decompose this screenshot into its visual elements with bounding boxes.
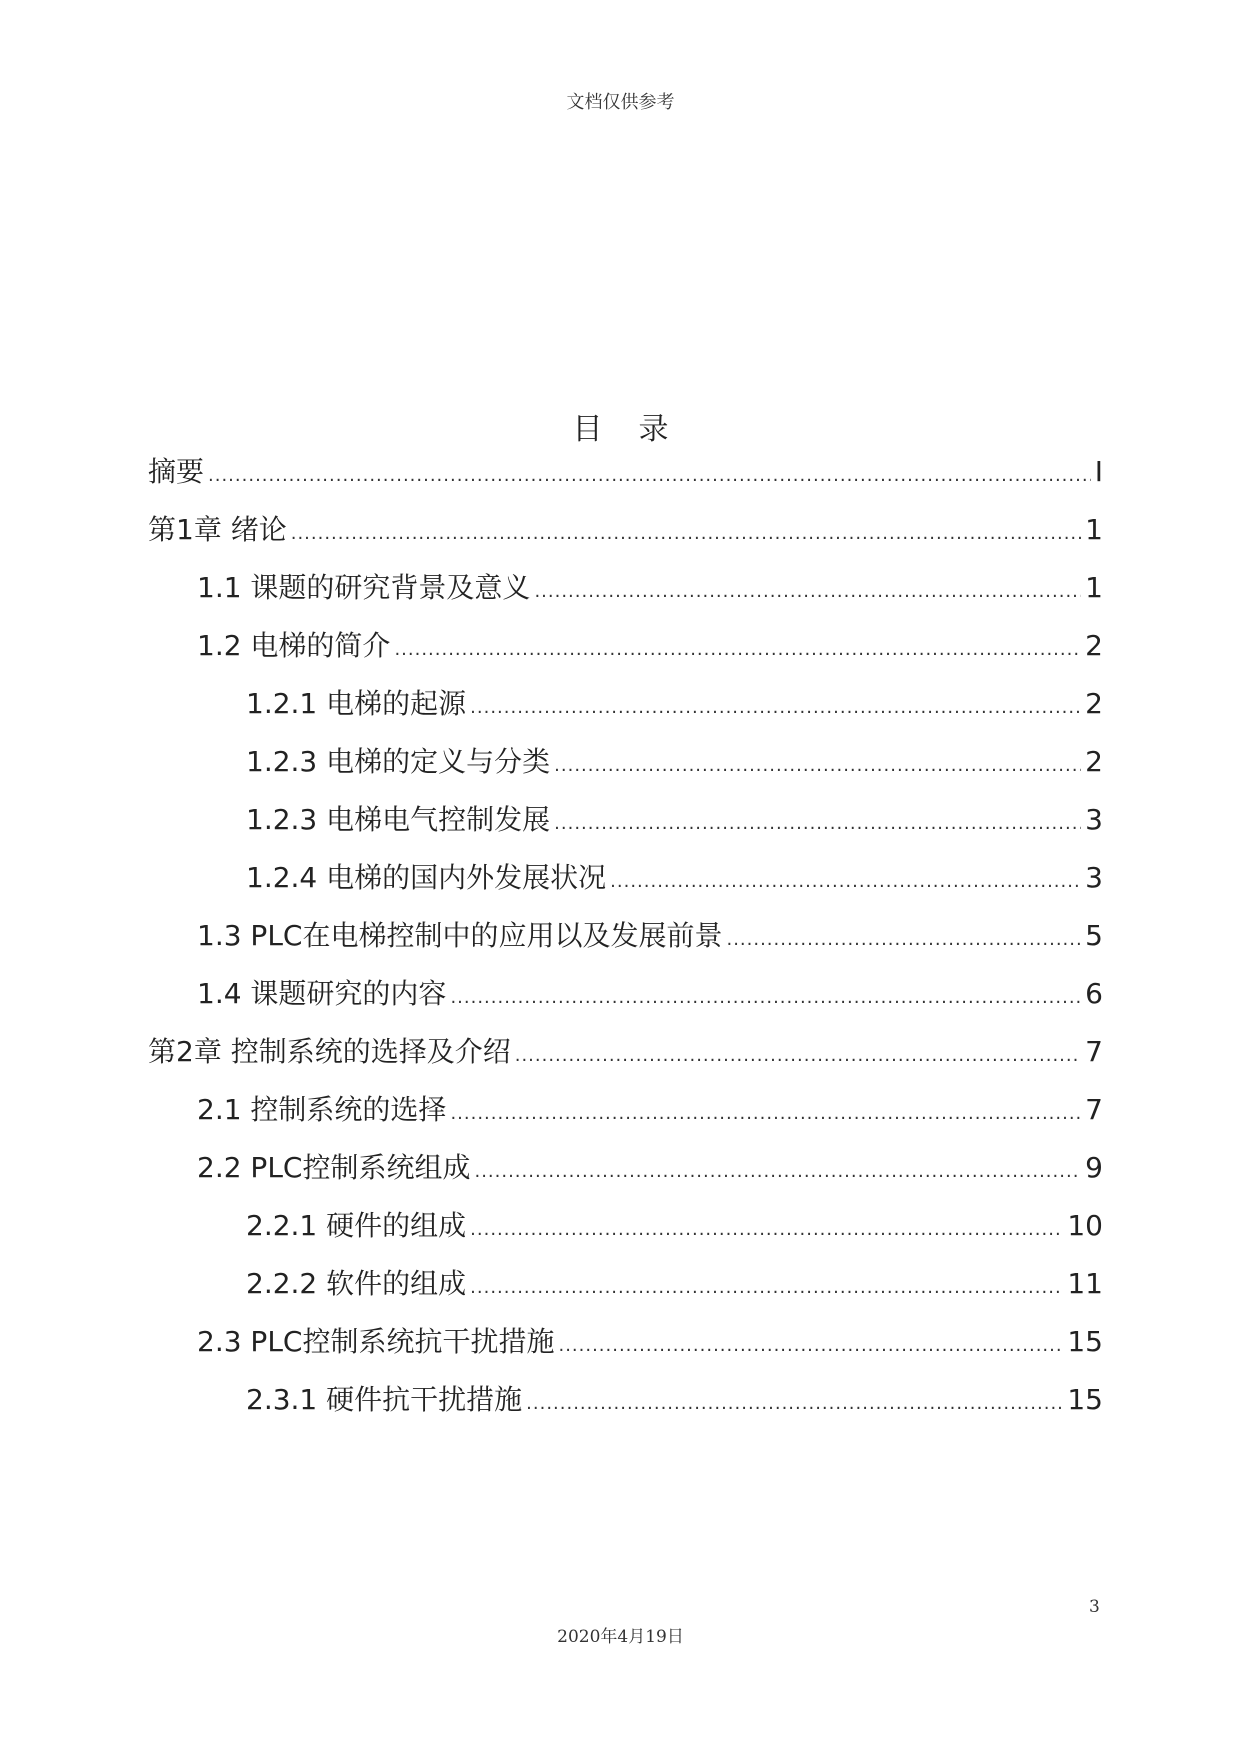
toc-dot-leader	[554, 804, 1081, 844]
toc-entry-label: 摘要	[148, 455, 205, 488]
toc-dot-leader	[726, 920, 1081, 960]
toc-entry-page: 2	[1085, 687, 1103, 720]
toc-dot-leader	[534, 572, 1081, 612]
toc-entry-label: 2.3 PLC控制系统抗干扰措施	[197, 1325, 555, 1358]
toc-entry[interactable]	[197, 626, 1103, 666]
toc-entry-label: 1.2 电梯的简介	[197, 629, 391, 662]
toc-entry-page: 1	[1085, 513, 1103, 546]
toc-entry-page: 2	[1085, 629, 1103, 662]
toc-entry[interactable]	[197, 568, 1103, 608]
toc-entry-page: 10	[1067, 1209, 1103, 1242]
toc-entry-label: 2.3.1 硬件抗干扰措施	[246, 1383, 523, 1416]
toc-entry[interactable]	[197, 916, 1103, 956]
toc-title: 目录	[572, 412, 705, 447]
toc-entry[interactable]	[148, 452, 1103, 492]
toc-entry[interactable]	[246, 1380, 1103, 1420]
page-header: 文档仅供参考	[566, 92, 675, 113]
toc-dot-leader	[450, 1094, 1081, 1134]
toc-entry-label: 2.2.2 软件的组成	[246, 1267, 467, 1300]
toc-entry-page: 3	[1085, 803, 1103, 836]
toc-entry[interactable]	[246, 858, 1103, 898]
toc-entry[interactable]	[246, 1264, 1103, 1304]
toc-dot-leader	[526, 1384, 1063, 1424]
toc-dot-leader	[515, 1036, 1081, 1076]
toc-entry-label: 1.2.3 电梯的定义与分类	[246, 745, 551, 778]
toc-entry-page: 15	[1067, 1383, 1103, 1416]
toc-entry[interactable]	[197, 1148, 1103, 1188]
toc-entry[interactable]	[246, 800, 1103, 840]
toc-entry-page: 9	[1085, 1151, 1103, 1184]
toc-dot-leader	[554, 746, 1081, 786]
toc-entry[interactable]	[197, 974, 1103, 1014]
toc-dot-leader	[470, 688, 1081, 728]
toc-entry-page: 11	[1067, 1267, 1103, 1300]
page-footer-date: 2020年4月19日	[557, 1627, 684, 1647]
toc-entry-label: 1.2.1 电梯的起源	[246, 687, 467, 720]
toc-entry-label: 2.2.1 硬件的组成	[246, 1209, 467, 1242]
toc-entry-label: 第2章 控制系统的选择及介绍	[148, 1035, 511, 1068]
toc-entry-page: 5	[1085, 919, 1103, 952]
toc-dot-leader	[558, 1326, 1063, 1366]
toc-entry-label: 第1章 绪论	[148, 513, 287, 546]
toc-entry[interactable]	[246, 742, 1103, 782]
toc-entry[interactable]	[197, 1090, 1103, 1130]
toc-entry-label: 2.2 PLC控制系统组成	[197, 1151, 471, 1184]
toc-entry-page: 3	[1085, 861, 1103, 894]
toc-entry-label: 1.2.4 电梯的国内外发展状况	[246, 861, 607, 894]
toc-entry-page: 2	[1085, 745, 1103, 778]
toc-dot-leader	[470, 1268, 1063, 1308]
page-number: 3	[1089, 1597, 1100, 1617]
toc-entry-page: 7	[1085, 1035, 1103, 1068]
toc-entry[interactable]	[148, 1032, 1103, 1072]
toc-dot-leader	[394, 630, 1081, 670]
toc-entry-label: 1.2.3 电梯电气控制发展	[246, 803, 551, 836]
toc-entry-label: 2.1 控制系统的选择	[197, 1093, 447, 1126]
toc-dot-leader	[208, 456, 1091, 496]
toc-entry-label: 1.1 课题的研究背景及意义	[197, 571, 531, 604]
toc-dot-leader	[470, 1210, 1063, 1250]
toc-entry-label: 1.4 课题研究的内容	[197, 977, 447, 1010]
toc-entry-page: 6	[1085, 977, 1103, 1010]
toc-dot-leader	[474, 1152, 1081, 1192]
toc-entry[interactable]	[148, 510, 1103, 550]
toc-entry[interactable]	[246, 684, 1103, 724]
toc-dot-leader	[450, 978, 1081, 1018]
toc-dot-leader	[291, 514, 1081, 554]
toc-entry-page: 1	[1085, 571, 1103, 604]
toc-dot-leader	[610, 862, 1081, 902]
toc-entry-page: Ⅰ	[1094, 455, 1103, 488]
toc-entry[interactable]	[246, 1206, 1103, 1246]
toc-entry[interactable]	[197, 1322, 1103, 1362]
toc-entry-label: 1.3 PLC在电梯控制中的应用以及发展前景	[197, 919, 723, 952]
toc-entry-page: 7	[1085, 1093, 1103, 1126]
toc-entry-page: 15	[1067, 1325, 1103, 1358]
